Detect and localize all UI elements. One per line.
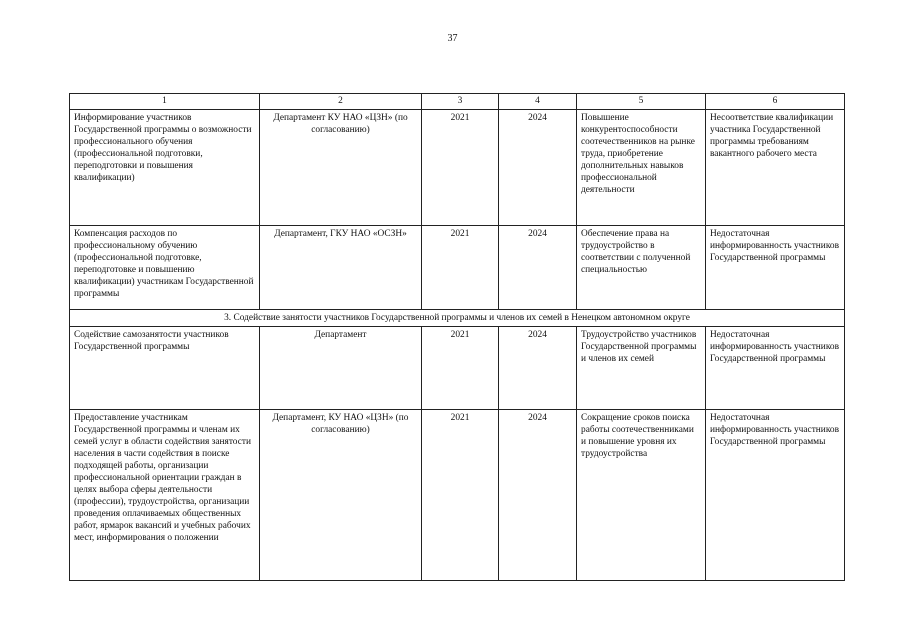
result-cell: Обеспечение права на трудоустройство в соответствии с полученной специальностью [577,226,706,310]
start-year-cell: 2021 [422,327,499,410]
column-number-4: 4 [499,94,577,110]
risk-cell: Недостаточная информированность участников Государственной программы [706,226,845,310]
table-row [70,327,845,410]
risk-cell: Несоответствие квалификации участника Государственной программы требованиям вакантного рабочего места [706,110,845,226]
executor-cell: Департамент, ГКУ НАО «ОСЗН» [260,226,422,310]
table-row [70,226,845,310]
page-number: 37 [447,33,458,44]
end-year-cell: 2024 [499,110,577,226]
column-number-3: 3 [422,94,499,110]
table-row [70,410,845,581]
result-cell: Трудоустройство участников Государственной программы и членов их семей [577,327,706,410]
column-number-2: 2 [260,94,422,110]
column-number-5: 5 [577,94,706,110]
start-year-cell: 2021 [422,110,499,226]
table-header-row [70,94,845,110]
measures-table [69,93,845,581]
result-cell: Повышение конкурентоспособности соотечественников на рынке труда, приобретение дополнительных навыков профессиональной деятельности [577,110,706,226]
risk-cell: Недостаточная информированность участников Государственной программы [706,327,845,410]
measure-cell: Предоставление участникам Государственной программы и членам их семей услуг в области содействия занятости населения в части содействия в поиске подходящей работы, организации профессиональной ориентации граждан в целях выбора сферы деятельности (профессии), трудоустройства, организации проведения оплачиваемых общественных работ, ярмарок вакансий и учебных рабочих мест, информирования о положении [70,410,260,581]
executor-cell: Департамент, КУ НАО «ЦЗН» (по согласованию) [260,410,422,581]
risk-cell: Недостаточная информированность участников Государственной программы [706,410,845,581]
result-cell: Сокращение сроков поиска работы соотечественниками и повышение уровня их трудоустройства [577,410,706,581]
section-row [70,310,845,327]
measure-cell: Информирование участников Государственной программы о возможности профессионального обучения (профессиональной подготовки, переподготовки и повышения квалификации) [70,110,260,226]
executor-cell: Департамент КУ НАО «ЦЗН» (по согласованию) [260,110,422,226]
start-year-cell: 2021 [422,226,499,310]
end-year-cell: 2024 [499,327,577,410]
end-year-cell: 2024 [499,410,577,581]
section-title: 3. Содействие занятости участников Государственной программы и членов их семей в Ненецком автономном округе [70,310,845,327]
start-year-cell: 2021 [422,410,499,581]
measure-cell: Содействие самозанятости участников Государственной программы [70,327,260,410]
table-row [70,110,845,226]
end-year-cell: 2024 [499,226,577,310]
column-number-6: 6 [706,94,845,110]
column-number-1: 1 [70,94,260,110]
executor-cell: Департамент [260,327,422,410]
measure-cell: Компенсация расходов по профессиональному обучению (профессиональной подготовке, переподготовке и повышению квалификации) участникам Государственной программы [70,226,260,310]
